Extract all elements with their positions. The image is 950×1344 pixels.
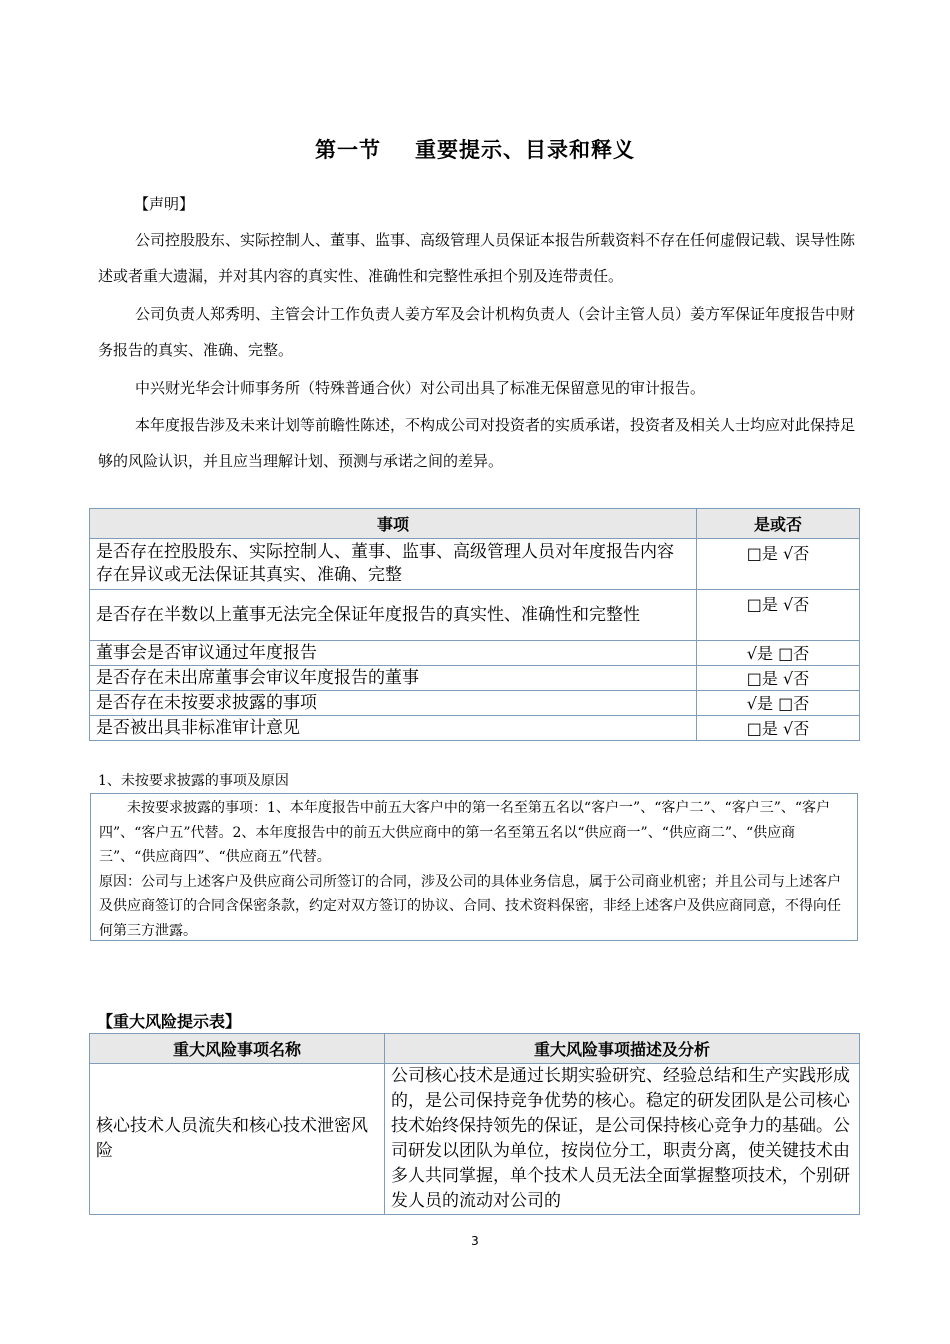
matter-item: 是否存在未出席董事会审议年度报告的董事 — [90, 666, 697, 691]
matter-item: 是否被出具非标准审计意见 — [90, 716, 697, 741]
table-row — [90, 691, 860, 716]
paragraph-4: 本年度报告涉及未来计划等前瞻性陈述，不构成公司对投资者的实质承诺，投资者及相关人士均应对此保持足够的风险认识，并且应当理解计划、预测与承诺之间的差异。 — [98, 416, 856, 470]
matter-answer: □是 √否 — [697, 590, 860, 641]
matter-answer: □是 √否 — [697, 539, 860, 590]
paragraph-2: 公司负责人郑秀明、主管会计工作负责人姜方军及会计机构负责人（会计主管人员）姜方军保证年度报告中财务报告的真实、准确、完整。 — [98, 305, 856, 359]
paragraph-1: 公司控股股东、实际控制人、董事、监事、高级管理人员保证本报告所载资料不存在任何虚假记载、误导性陈述或者重大遗漏，并对其内容的真实性、准确性和完整性承担个别及连带责任。 — [98, 231, 856, 285]
matter-answer: □是 √否 — [697, 666, 860, 691]
section-number: 第一节 — [315, 138, 381, 162]
risk-name: 核心技术人员流失和核心技术泄密风险 — [90, 1064, 385, 1215]
table-row — [90, 641, 860, 666]
table-row — [90, 716, 860, 741]
table-row — [90, 666, 860, 691]
matter-answer: □是 √否 — [697, 716, 860, 741]
undisclosed-matters-text: 未按要求披露的事项：1、本年度报告中前五大客户中的第一名至第五名以“客户一”、“客户二”、“客户三”、“客户四”、“客户五”代替。2、本年度报告中的前五大供应商中的第一名至第五名以“供应商一”、“供应商二”、“供应商三”、“供应商四”、“供应商五”代替。 — [99, 800, 831, 865]
matter-item: 董事会是否审议通过年度报告 — [90, 641, 697, 666]
matter-answer: √是 □否 — [697, 641, 860, 666]
matter-answer: √是 □否 — [697, 691, 860, 716]
risk-table-label: 【重大风险提示表】 — [97, 1012, 242, 1031]
table-header-row — [90, 1034, 860, 1064]
page-number: 3 — [471, 1234, 479, 1248]
table-header-row — [90, 509, 860, 539]
undisclosed-heading: 1、未按要求披露的事项及原因 — [98, 773, 289, 789]
risk-header-name: 重大风险事项名称 — [90, 1034, 385, 1064]
table-row — [90, 1064, 860, 1215]
page-title — [0, 134, 950, 164]
matters-table — [89, 508, 860, 741]
matters-header-item: 事项 — [90, 509, 697, 539]
statement-label: 【声明】 — [134, 195, 195, 213]
matter-item: 是否存在控股股东、实际控制人、董事、监事、高级管理人员对年度报告内容存在异议或无法保证其真实、准确、完整 — [90, 539, 697, 590]
matter-item: 是否存在未按要求披露的事项 — [90, 691, 697, 716]
matter-item: 是否存在半数以上董事无法完全保证年度报告的真实性、准确性和完整性 — [90, 590, 697, 641]
risk-description: 公司核心技术是通过长期实验研究、经验总结和生产实践形成的，是公司保持竞争优势的核心。稳定的研发团队是公司核心技术始终保持领先的保证，是公司保持核心竞争力的基础。公司研发以团队为单位，按岗位分工，职责分离，使关键技术由多人共同掌握，单个技术人员无法全面掌握整项技术，个别研发人员的流动对公司的 — [385, 1064, 860, 1215]
paragraph-3: 中兴财光华会计师事务所（特殊普通合伙）对公司出具了标准无保留意见的审计报告。 — [135, 379, 706, 397]
risk-table — [89, 1033, 860, 1215]
table-row — [90, 539, 860, 590]
undisclosed-box — [90, 793, 858, 941]
matters-header-answer: 是或否 — [697, 509, 860, 539]
table-row — [90, 590, 860, 641]
undisclosed-reason-text: 原因：公司与上述客户及供应商公司所签订的合同，涉及公司的具体业务信息，属于公司商业机密；并且公司与上述客户及供应商签订的合同含保密条款，约定对双方签订的协议、合同、技术资料保密，非经上述客户及供应商同意，不得向任何第三方泄露。 — [99, 873, 841, 939]
section-title: 重要提示、目录和释义 — [415, 138, 635, 162]
risk-header-desc: 重大风险事项描述及分析 — [385, 1034, 860, 1064]
